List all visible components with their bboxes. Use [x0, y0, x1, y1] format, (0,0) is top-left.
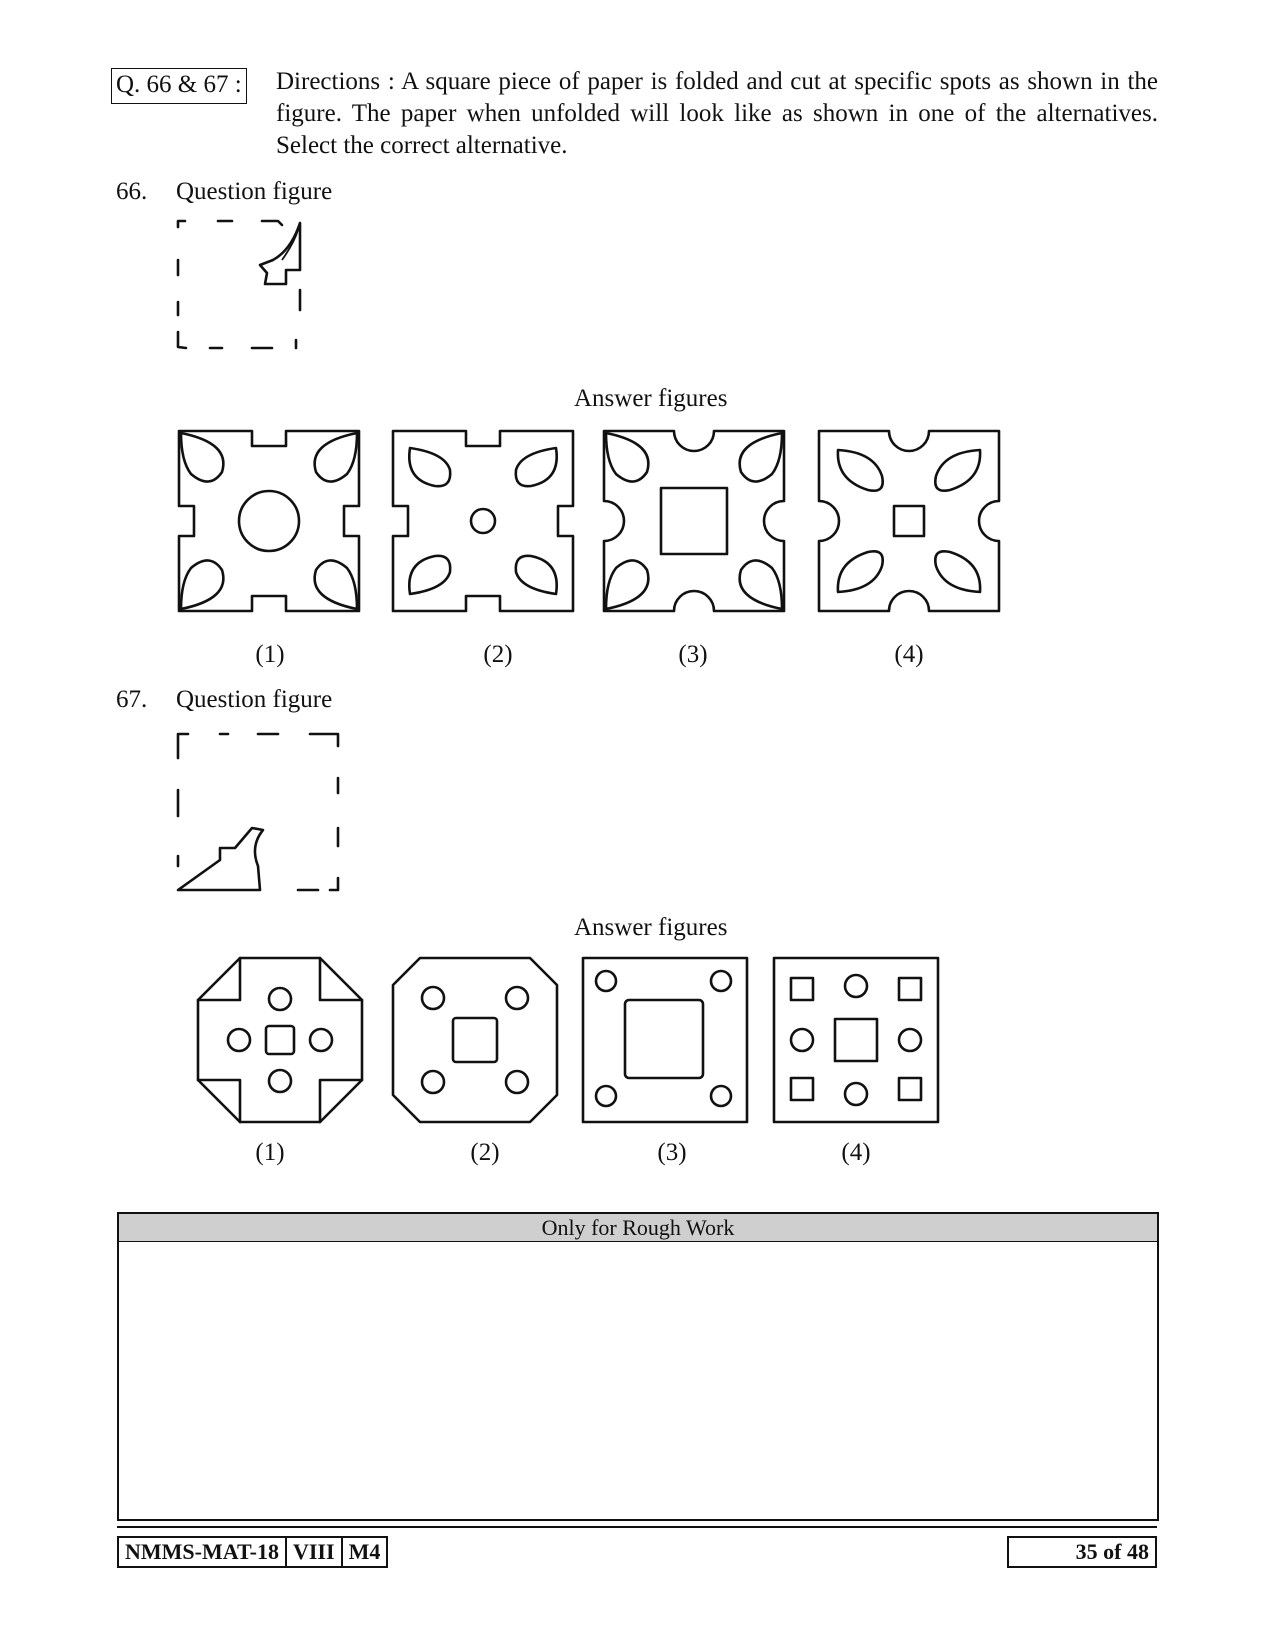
q67-option-3-label[interactable]: (3)	[657, 1139, 687, 1166]
question-67-folded-paper	[170, 728, 350, 903]
q66-option-3-figure[interactable]	[601, 428, 787, 614]
rough-work-title: Only for Rough Work	[119, 1214, 1157, 1242]
q66-option-4-label[interactable]: (4)	[894, 641, 924, 668]
page-number: 35 of 48	[1007, 1536, 1157, 1568]
q67-option-4-figure[interactable]	[771, 955, 941, 1125]
q66-option-1-figure[interactable]	[176, 428, 362, 614]
q66-option-4-figure[interactable]	[816, 428, 1002, 614]
answer-figures-heading: Answer figures	[574, 914, 728, 941]
footer-divider	[117, 1526, 1157, 1528]
q67-option-1-label[interactable]: (1)	[255, 1139, 285, 1166]
q66-option-2-figure[interactable]	[390, 428, 576, 614]
class-code: VIII	[285, 1536, 343, 1568]
question-figure-label: Question figure	[176, 686, 333, 713]
q66-option-2-label[interactable]: (2)	[483, 641, 513, 668]
answer-figures-heading: Answer figures	[574, 385, 728, 412]
q66-option-1-label[interactable]: (1)	[255, 641, 285, 668]
directions-text: Directions : A square piece of paper is folded and cut at specific spots as shown in the figure. The paper when unfolded will look like as shown in one of the alternatives. Select the correct alternative.	[276, 68, 1158, 159]
footer-code-group	[117, 1536, 386, 1568]
exam-code: NMMS-MAT-18	[117, 1536, 287, 1568]
rough-work-box	[117, 1212, 1159, 1521]
question-number: 67.	[116, 686, 148, 713]
q67-option-4-label[interactable]: (4)	[841, 1139, 871, 1166]
q67-option-1-figure[interactable]	[195, 955, 365, 1125]
q67-option-3-figure[interactable]	[580, 955, 750, 1125]
q66-option-3-label[interactable]: (3)	[678, 641, 708, 668]
medium-code: M4	[341, 1536, 389, 1568]
question-66-folded-paper	[170, 215, 320, 355]
q67-option-2-figure[interactable]	[390, 955, 560, 1125]
q67-option-2-label[interactable]: (2)	[470, 1139, 500, 1166]
question-figure-label: Question figure	[176, 178, 333, 205]
question-66-heading	[116, 176, 332, 208]
question-number: 66.	[116, 178, 148, 205]
question-range-label: Q. 66 & 67 :	[111, 68, 247, 104]
question-67-heading	[116, 684, 332, 716]
